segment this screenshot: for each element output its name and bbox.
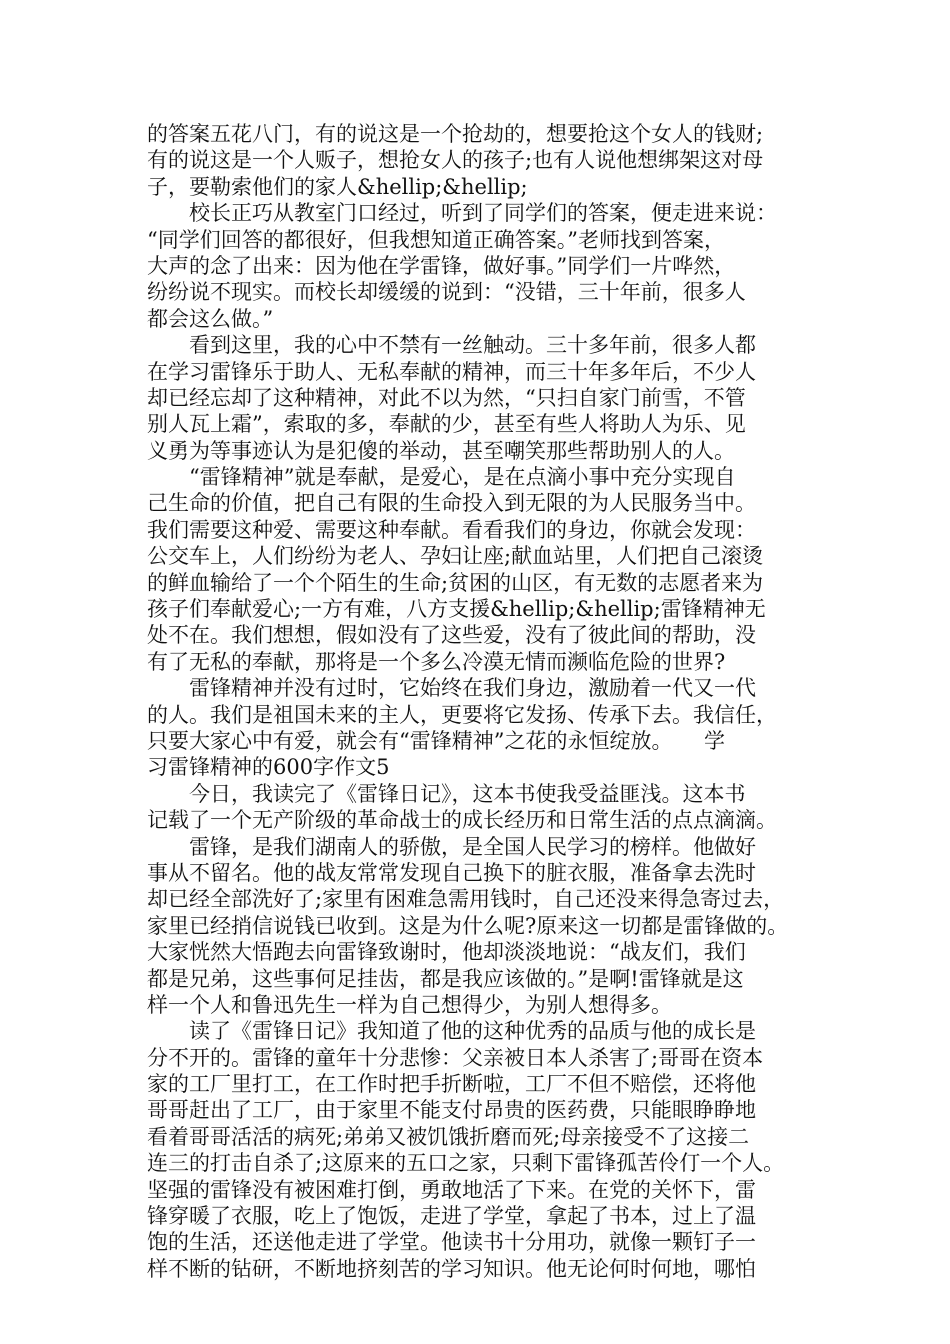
text-line: 己生命的价值，把自己有限的生命投入到无限的为人民服务当中。: [147, 491, 756, 516]
text-line: “同学们回答的都很好，但我想知道正确答案。”老师找到答案，: [147, 227, 725, 252]
text-line: 样一个人和鲁迅先生一样为自己想得少，为别人想得多。: [147, 992, 672, 1017]
text-line: 坚强的雷锋没有被困难打倒，勇敢地活了下来。在党的关怀下，雷: [147, 1177, 756, 1202]
text-line: 看到这里，我的心中不禁有一丝触动。三十多年前，很多人都: [147, 333, 756, 358]
text-line: 校长正巧从教室门口经过，听到了同学们的答案，便走进来说：: [147, 201, 777, 226]
text-line: 习雷锋精神的600字作文5: [147, 755, 390, 780]
text-line: 连三的打击自杀了;这原来的五口之家，只剩下雷锋孤苦伶仃一个人。: [147, 1151, 785, 1176]
text-line: 的鲜血输给了一个个陌生的生命;贫困的山区，有无数的志愿者来为: [147, 570, 764, 595]
text-line: 都会这么做。”: [147, 306, 274, 331]
text-line: 公交车上，人们纷纷为老人、孕妇让座;献血站里，人们把自己滚烫: [147, 544, 764, 569]
text-line: 大家恍然大悟跑去向雷锋致谢时，他却淡淡地说：“战友们，我们: [147, 940, 746, 965]
text-line: 子，要勒索他们的家人&hellip;&hellip;: [147, 174, 528, 199]
text-line: 样不断的钻研，不断地挤刻苦的学习知识。他无论何时何地，哪怕: [147, 1256, 756, 1281]
text-line: 有的说这是一个人贩子，想抢女人的孩子;也有人说他想绑架这对母: [147, 148, 764, 173]
text-line: 雷锋精神并没有过时，它始终在我们身边，激励着一代又一代: [147, 676, 756, 701]
text-line: 义勇为等事迹认为是犯傻的举动，甚至嘲笑那些帮助别人的人。: [147, 438, 735, 463]
text-line: 有了无私的奉献，那将是一个多么冷漠无情而濒临危险的世界?: [147, 649, 726, 674]
text-line: 却已经全部洗好了;家里有困难急需用钱时，自己还没来得急寄过去，: [147, 887, 785, 912]
text-line: 分不开的。雷锋的童年十分悲惨：父亲被日本人杀害了;哥哥在资本: [147, 1045, 764, 1070]
text-line: 记载了一个无产阶级的革命战士的成长经历和日常生活的点点滴滴。: [147, 808, 777, 833]
text-line: “雷锋精神”就是奉献，是爱心，是在点滴小事中充分实现自: [147, 465, 736, 490]
text-line: 孩子们奉献爱心;一方有难，八方支援&hellip;&hellip;雷锋精神无: [147, 597, 766, 622]
text-line: 纷纷说不现实。而校长却缓缓的说到：“没错，三十年前，很多人: [147, 280, 746, 305]
text-line: 别人瓦上霜”，索取的多，奉献的少，甚至有些人将助人为乐、见: [147, 412, 746, 437]
text-line: 家的工厂里打工，在工作时把手折断啦，工厂不但不赔偿，还将他: [147, 1072, 756, 1097]
text-line: 读了《雷锋日记》我知道了他的这种优秀的品质与他的成长是: [147, 1019, 756, 1044]
text-line: 看着哥哥活活的病死;弟弟又被饥饿折磨而死;母亲接受不了这接二: [147, 1124, 750, 1149]
text-line: 的人。我们是祖国未来的主人，更要将它发扬、传承下去。我信任，: [147, 702, 777, 727]
text-line: 只要大家心中有爱，就会有“雷锋精神”之花的永恒绽放。 学: [147, 728, 725, 753]
text-line: 却已经忘却了这种精神，对此不以为然，“只扫自家门前雪，不管: [147, 385, 746, 410]
text-line: 今日，我读完了《雷锋日记》，这本书使我受益匪浅。这本书: [147, 781, 746, 806]
text-line: 事从不留名。他的战友常常发现自己换下的脏衣服，准备拿去洗时: [147, 860, 756, 885]
document-page: [147, 121, 807, 1282]
text-line: 都是兄弟，这些事何足挂齿，都是我应该做的。”是啊!雷锋就是这: [147, 966, 744, 991]
text-line: 家里已经捎信说钱已收到。这是为什么呢?原来这一切都是雷锋做的。: [147, 913, 789, 938]
text-line: 饱的生活，还送他走进了学堂。他读书十分用功，就像一颗钉子一: [147, 1230, 756, 1255]
text-line: 在学习雷锋乐于助人、无私奉献的精神，而三十年多年后，不少人: [147, 359, 756, 384]
text-line: 处不在。我们想想，假如没有了这些爱，没有了彼此间的帮助，没: [147, 623, 756, 648]
text-line: 大声的念了出来：因为他在学雷锋，做好事。”同学们一片哗然，: [147, 253, 736, 278]
text-line: 的答案五花八门，有的说这是一个抢劫的，想要抢这个女人的钱财;: [147, 122, 764, 146]
text-line: 雷锋，是我们湖南人的骄傲，是全国人民学习的榜样。他做好: [147, 834, 756, 859]
text-line: 哥哥赶出了工厂，由于家里不能支付昂贵的医药费，只能眼睁睁地: [147, 1098, 756, 1123]
text-line: 我们需要这种爱、需要这种奉献。看看我们的身边，你就会发现：: [147, 517, 756, 542]
text-line: 锋穿暖了衣服，吃上了饱饭，走进了学堂，拿起了书本，过上了温: [147, 1204, 756, 1229]
